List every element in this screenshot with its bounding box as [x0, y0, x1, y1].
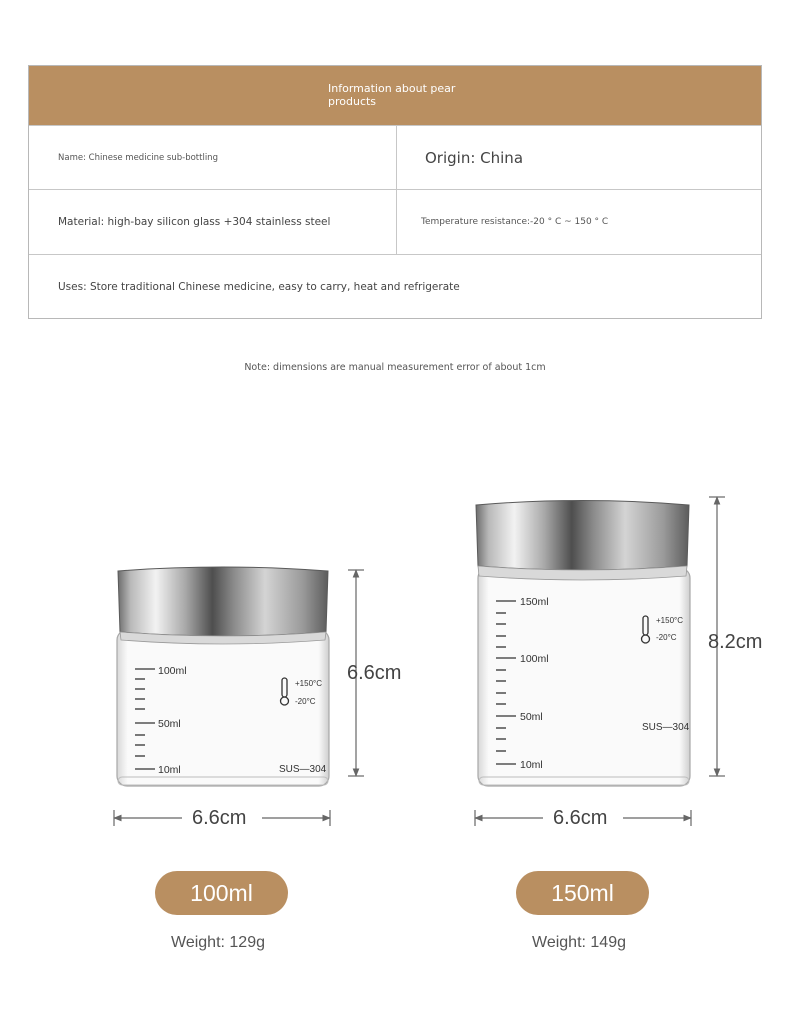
jar-100ml-height-label: 6.6cm — [347, 662, 402, 684]
table-header-title: Information about pear products — [328, 82, 456, 108]
scale-label: 10ml — [158, 764, 181, 776]
temperature-cell: Temperature resistance:-20 ° C ~ 150 ° C — [421, 217, 609, 227]
jar-150ml-height-label: 8.2cm — [708, 631, 763, 653]
origin-cell: Origin: China — [425, 148, 524, 167]
jar-100ml-width-label: 6.6cm — [192, 807, 247, 829]
capacity-badge-100ml: 100ml — [155, 871, 288, 915]
scale-label: 150ml — [520, 596, 549, 608]
material-code-label: SUS—304 — [279, 764, 327, 775]
material-cell: Material: high-bay silicon glass +304 stainless steel — [58, 216, 331, 228]
scale-label: 10ml — [520, 759, 543, 771]
temp-low-label: -20°C — [295, 697, 316, 706]
weight-150ml: Weight: 149g — [532, 934, 626, 951]
scale-label: 100ml — [520, 653, 549, 665]
temp-low-label: -20°C — [656, 633, 677, 642]
weight-100ml: Weight: 129g — [171, 934, 265, 951]
capacity-badge-150ml: 150ml — [516, 871, 649, 915]
scale-label: 100ml — [158, 665, 187, 677]
scale-label: 50ml — [520, 711, 543, 723]
name-cell: Name: Chinese medicine sub-bottling — [58, 152, 218, 163]
temp-high-label: +150°C — [656, 616, 683, 625]
jar-150ml-width-label: 6.6cm — [553, 807, 608, 829]
jar-100ml — [117, 567, 329, 786]
material-code-label: SUS—304 — [642, 722, 690, 733]
measurement-note: Note: dimensions are manual measurement error of about 1cm — [244, 362, 546, 373]
temp-high-label: +150°C — [295, 679, 322, 688]
scale-label: 50ml — [158, 718, 181, 730]
jar-150ml — [476, 501, 690, 787]
uses-cell: Uses: Store traditional Chinese medicine, easy to carry, heat and refrigerate — [58, 280, 460, 293]
